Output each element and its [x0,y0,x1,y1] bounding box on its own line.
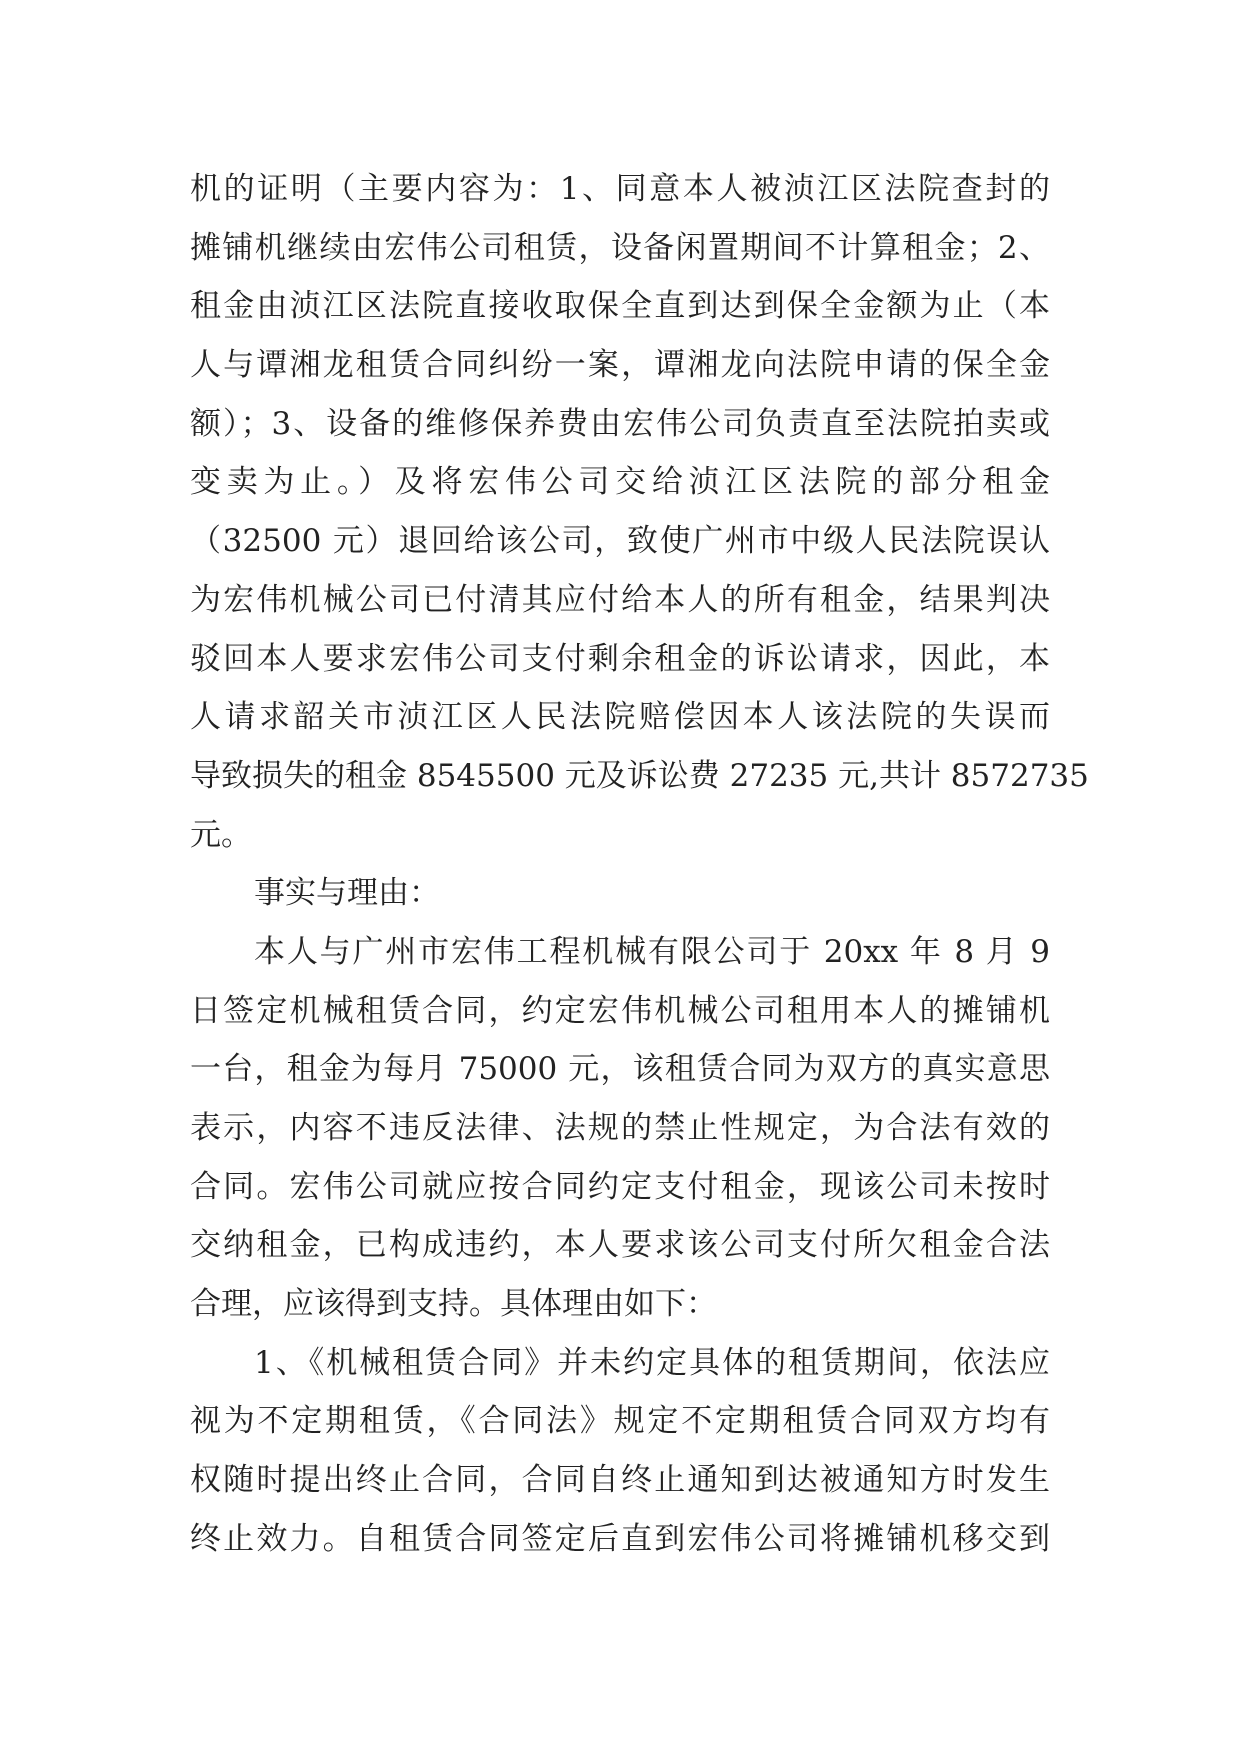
section-heading: 事实与理由： [254,875,440,912]
text-line-10: 人请求韶关市浈江区人民法院赔偿因本人该法院的失误而 [190,699,1050,736]
text-line-22: 视为不定期租赁，《合同法》规定不定期租赁合同双方均有 [190,1403,1050,1440]
text-line-3: 租金由浈江区法院直接收取保全直到达到保全金额为止（本 [190,288,1050,325]
text-line-21: 1、《机械租赁合同》并未约定具体的租赁期间，依法应 [254,1344,1050,1381]
text-line-19: 交纳租金，已构成违约，本人要求该公司支付所欠租金合法 [190,1227,1050,1264]
document-body [190,160,1089,1569]
text-line-9: 驳回本人要求宏伟公司支付剩余租金的诉讼请求，因此，本 [190,640,1050,677]
text-line-24: 终止效力。自租赁合同签定后直到宏伟公司将摊铺机移交到 [190,1520,1050,1557]
text-line-8: 为宏伟机械公司已付清其应付给本人的所有租金，结果判决 [190,581,1050,618]
text-line-16: 一台，租金为每月 75000 元，该租赁合同为双方的真实意思 [190,1051,1050,1088]
text-line-7: （32500 元）退回给该公司，致使广州市中级人民法院误认 [190,523,1050,560]
text-line-23: 权随时提出终止合同，合同自终止通知到达被通知方时发生 [190,1462,1050,1499]
text-line-2: 摊铺机继续由宏伟公司租赁，设备闲置期间不计算租金；2、 [190,229,1050,266]
text-line-18: 合同。宏伟公司就应按合同约定支付租金，现该公司未按时 [190,1168,1050,1205]
text-line-17: 表示，内容不违反法律、法规的禁止性规定，为合法有效的 [190,1110,1050,1146]
text-line-1: 机的证明（主要内容为：1、同意本人被浈江区法院查封的 [190,171,1050,207]
text-line-12: 元。 [190,816,252,853]
text-line-11: 导致损失的租金 8545500 元及诉讼费 27235 元,共计 8572735 [190,757,1089,794]
text-line-5: 额）；3、设备的维修保养费由宏伟公司负责直至法院拍卖或 [190,405,1050,442]
text-line-6: 变卖为止。）及将宏伟公司交给浈江区法院的部分租金 [190,464,1050,501]
text-line-14: 本人与广州市宏伟工程机械有限公司于 20xx 年 8 月 9 [254,933,1050,970]
text-line-4: 人与谭湘龙租赁合同纠纷一案，谭湘龙向法院申请的保全金 [190,347,1050,384]
text-line-20: 合理，应该得到支持。具体理由如下： [190,1286,717,1323]
text-line-15: 日签定机械租赁合同，约定宏伟机械公司租用本人的摊铺机 [190,992,1050,1029]
